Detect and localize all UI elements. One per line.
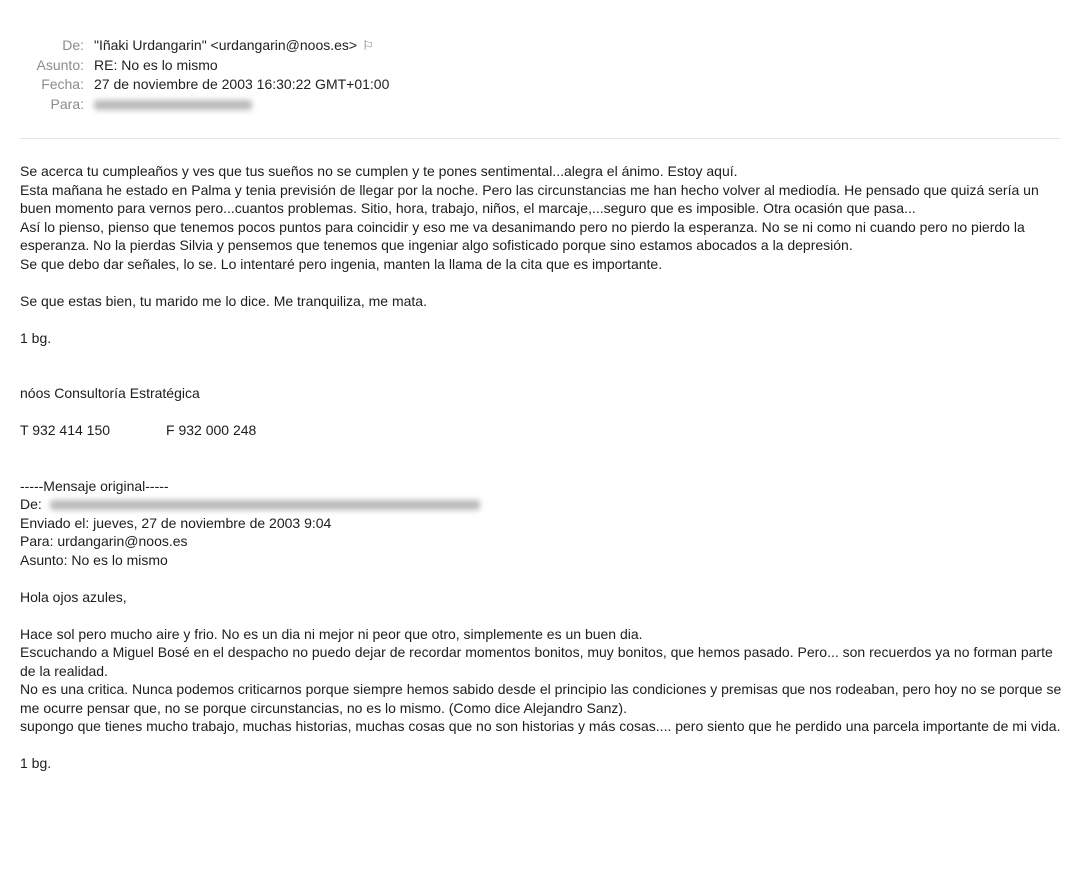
header-subject-value: RE: No es lo mismo (94, 56, 218, 73)
header-date-row (0, 75, 1000, 95)
original-sent-line: Enviado el: jueves, 27 de noviembre de 2003 9:04 (20, 514, 332, 531)
original-greeting: Hola ojos azules, (20, 588, 127, 605)
original-from-label: De: (20, 496, 42, 512)
header-subject-row (0, 56, 1000, 76)
original-to-line: Para: urdangarin@noos.es (20, 533, 188, 549)
reply-signoff: 1 bg. (20, 329, 52, 346)
original-paragraph: No es una critica. Nunca podemos criticarnos porque siempre hemos sabido desde el principio las condiciones y premisas que nos rodeaban, pero hoy no se porque se me ocurre pensar que, no se porque circunstancias, no es lo mismo. (Como dice Alejandro Sanz). (20, 681, 1062, 716)
header-from-label: De: (62, 37, 84, 53)
reply-paragraph: Esta mañana he estado en Palma y tenia previsión de llegar por la noche. Pero las circunstancias me han hecho volver al mediodía. He pensado que quizá sería un buen momento para vernos pero...cuantos problemas. Sitio, hora, trabajo, niños, el marcaje,...seguro que es imposible. Otra ocasión que pasa... (20, 181, 1039, 216)
original-paragraph: Escuchando a Miguel Bosé en el despacho no puedo dejar de recordar momentos bonitos, muy bonitos, que hemos pasado. Pero... son recuerdos ya no forman parte de la realidad. (20, 644, 1053, 679)
header-subject-label: Asunto: (36, 56, 84, 73)
spacer (20, 347, 1065, 384)
spacer (20, 569, 1065, 588)
signature-company: nóos Consultoría Estratégica (20, 385, 200, 401)
spacer (20, 440, 1065, 477)
reply-paragraph: Se acerca tu cumpleaños y ves que tus sueños no se cumplen y te pones sentimental...alegra el ánimo. Estoy aquí. (20, 163, 738, 179)
header-from-row (0, 36, 1000, 56)
flag-icon[interactable]: ⚐ (362, 38, 374, 53)
original-from-line (20, 495, 1065, 514)
original-paragraph: supongo que tienes mucho trabajo, muchas historias, muchas cosas que no son historias y más cosas.... pero siento que he perdido una parcela importante de mi vida. (20, 718, 1061, 734)
signature-fax: F 932 000 248 (166, 422, 257, 438)
header-to-value (94, 95, 252, 115)
original-separator: -----Mensaje original----- (20, 477, 169, 494)
header-date-label: Fecha: (41, 76, 84, 92)
spacer (20, 310, 1065, 329)
reply-husband-line: Se que estas bien, tu marido me lo dice. Me tranquiliza, me mata. (20, 292, 427, 309)
reply-paragraph: Así lo pienso, pienso que tenemos pocos puntos para coincidir y eso me va desanimando pero no pierdo la esperanza. No se ni como ni cuando pero no pierdo la esperanza. No la pierdas Silvia y pensemos que tenemos que ingeniar algo sofisticado porque sino estamos abocados a la depresión. (20, 218, 1025, 253)
signature-phone: T 932 414 150 (20, 422, 111, 438)
email-body (20, 162, 1065, 773)
original-paragraph: Hace sol pero mucho aire y frio. No es un dia ni mejor ni peor que otro, simplemente es un buen dia. (20, 625, 643, 642)
signature-contact (20, 421, 1065, 440)
reply-paragraph: Se que debo dar señales, lo se. Lo intentaré pero ingenia, manten la llama de la cita que es importante. (20, 255, 663, 272)
header-date-value: 27 de noviembre de 2003 16:30:22 GMT+01:00 (94, 76, 390, 92)
spacer (20, 606, 1065, 625)
header-from-value (94, 36, 374, 56)
header-to-row (0, 95, 1000, 115)
header-to-label: Para: (50, 95, 84, 112)
redacted-original-sender (50, 500, 480, 510)
sender-address[interactable]: "Iñaki Urdangarin" <urdangarin@noos.es> (94, 37, 358, 53)
original-subject-line: Asunto: No es lo mismo (20, 551, 168, 568)
spacer (20, 736, 1065, 755)
redacted-recipient (94, 100, 252, 110)
original-signoff: 1 bg. (20, 755, 52, 771)
header-divider (20, 138, 1060, 139)
spacer (20, 273, 1065, 292)
email-header (0, 36, 1000, 114)
spacer (20, 403, 1065, 422)
